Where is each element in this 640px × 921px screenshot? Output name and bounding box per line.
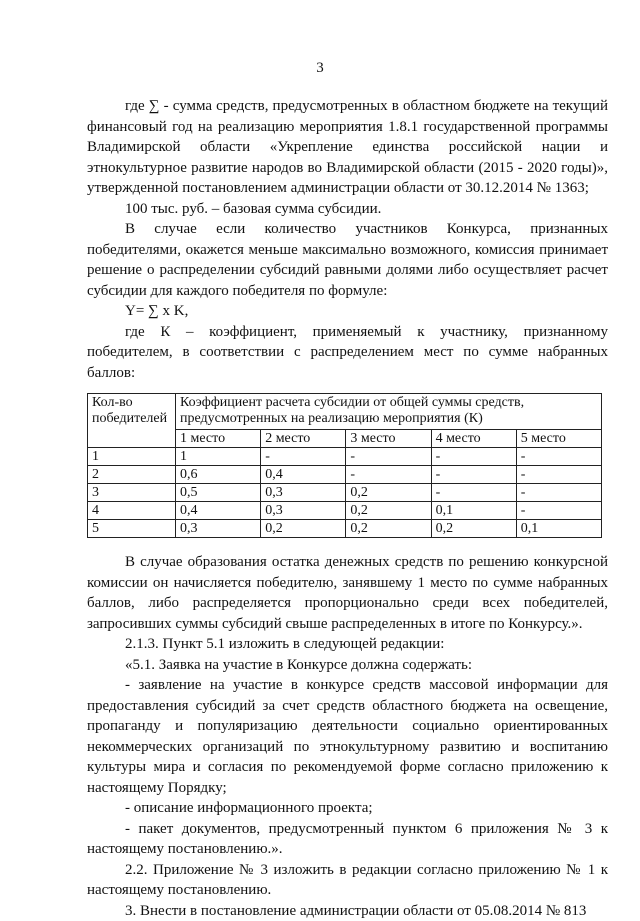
table-cell: 4 xyxy=(88,502,176,520)
formula: Y= ∑ x K, xyxy=(87,301,608,322)
paragraph-document-package: - пакет документов, предусмотренный пунктом 6 приложения № 3 к настоящему постановлению.». xyxy=(87,819,608,860)
paragraph-clause-3: 3. Внести в постановление администрации области от 05.08.2014 № 813 xyxy=(87,901,608,921)
table-cell: 5 xyxy=(88,520,176,538)
document-body xyxy=(87,96,608,921)
header-coefficient: Коэффициент расчета субсидии от общей суммы средств, предусмотренных на реализацию мероприятия (К) xyxy=(176,394,602,430)
paragraph-clause-5-1: «5.1. Заявка на участие в Конкурсе должна содержать: xyxy=(87,655,608,676)
table-cell: 0,6 xyxy=(176,466,261,484)
table-cell: - xyxy=(431,484,516,502)
header-place: 3 место xyxy=(346,430,431,448)
header-place: 2 место xyxy=(261,430,346,448)
paragraph-application-statement: - заявление на участие в конкурсе средств массовой информации для предоставления субсидий за счет средств областного бюджета на освещение, пропаганду и популяризацию деятельности социально ориентированных некоммерческих организаций по этнокультурному развитию и воспитанию культуры мира и согласия по рекомендуемой форме согласно приложению к настоящему Порядку; xyxy=(87,675,608,798)
paragraph-clause-2-1-3: 2.1.3. Пункт 5.1 изложить в следующей редакции: xyxy=(87,634,608,655)
table-cell: 0,2 xyxy=(346,502,431,520)
paragraph-clause-2-2: 2.2. Приложение № 3 изложить в редакции согласно приложению № 1 к настоящему постановлению. xyxy=(87,860,608,901)
table-row xyxy=(88,466,602,484)
table-cell: 0,4 xyxy=(261,466,346,484)
table-cell: - xyxy=(346,466,431,484)
table-cell: 3 xyxy=(88,484,176,502)
table-cell: - xyxy=(261,448,346,466)
table-cell: - xyxy=(431,448,516,466)
table-cell: 0,3 xyxy=(261,484,346,502)
table-cell: 0,2 xyxy=(346,484,431,502)
table-row xyxy=(88,484,602,502)
paragraph-remainder: В случае образования остатка денежных средств по решению конкурсной комиссии он начисляется победителю, занявшему 1 место по сумме набранных баллов, либо распределяется пропорционально среди всех победителей, запросивших суммы субсидий свыше распределенных в итоге по Конкурсу.». xyxy=(87,552,608,634)
table-cell: 0,5 xyxy=(176,484,261,502)
header-place: 1 место xyxy=(176,430,261,448)
table-cell: - xyxy=(516,502,601,520)
table-cell: 1 xyxy=(176,448,261,466)
paragraph-distribution-rule: В случае если количество участников Конкурса, признанных победителями, окажется меньше максимально возможного, комиссия принимает решение о распределении субсидий равными долями либо осуществляет расчет субсидии для каждого победителя по формуле: xyxy=(87,219,608,301)
table-row xyxy=(88,502,602,520)
header-winners-count: Кол-во победителей xyxy=(88,394,176,448)
table-cell: 1 xyxy=(88,448,176,466)
table-cell: 0,1 xyxy=(431,502,516,520)
table-cell: - xyxy=(346,448,431,466)
table-cell: - xyxy=(516,448,601,466)
table-row xyxy=(88,520,602,538)
table-header-row xyxy=(88,394,602,430)
table-row xyxy=(88,448,602,466)
page-number: 3 xyxy=(0,60,640,77)
table-cell: 2 xyxy=(88,466,176,484)
table-cell: 0,4 xyxy=(176,502,261,520)
table-cell: - xyxy=(516,466,601,484)
table-cell: - xyxy=(431,466,516,484)
table-cell: 0,1 xyxy=(516,520,601,538)
header-place: 4 место xyxy=(431,430,516,448)
table-cell: 0,2 xyxy=(431,520,516,538)
paragraph-coefficient-definition: где К – коэффициент, применяемый к участнику, признанному победителем, в соответствии с распределением мест по сумме набранных баллов: xyxy=(87,322,608,384)
coefficient-table xyxy=(87,393,602,538)
table-cell: 0,2 xyxy=(346,520,431,538)
table-cell: 0,3 xyxy=(176,520,261,538)
table-cell: 0,3 xyxy=(261,502,346,520)
paragraph-sum-definition: где ∑ - сумма средств, предусмотренных в областном бюджете на текущий финансовый год на реализацию мероприятия 1.8.1 государственной программы Владимирской области «Укрепление единства российской нации и этнокультурное развитие народов во Владимирской области (2015 - 2020 годы)», утвержденной постановлением администрации области от 30.12.2014 № 1363; xyxy=(87,96,608,199)
table-cell: - xyxy=(516,484,601,502)
header-place: 5 место xyxy=(516,430,601,448)
paragraph-base-sum: 100 тыс. руб. – базовая сумма субсидии. xyxy=(87,199,608,220)
table-cell: 0,2 xyxy=(261,520,346,538)
paragraph-project-description: - описание информационного проекта; xyxy=(87,798,608,819)
